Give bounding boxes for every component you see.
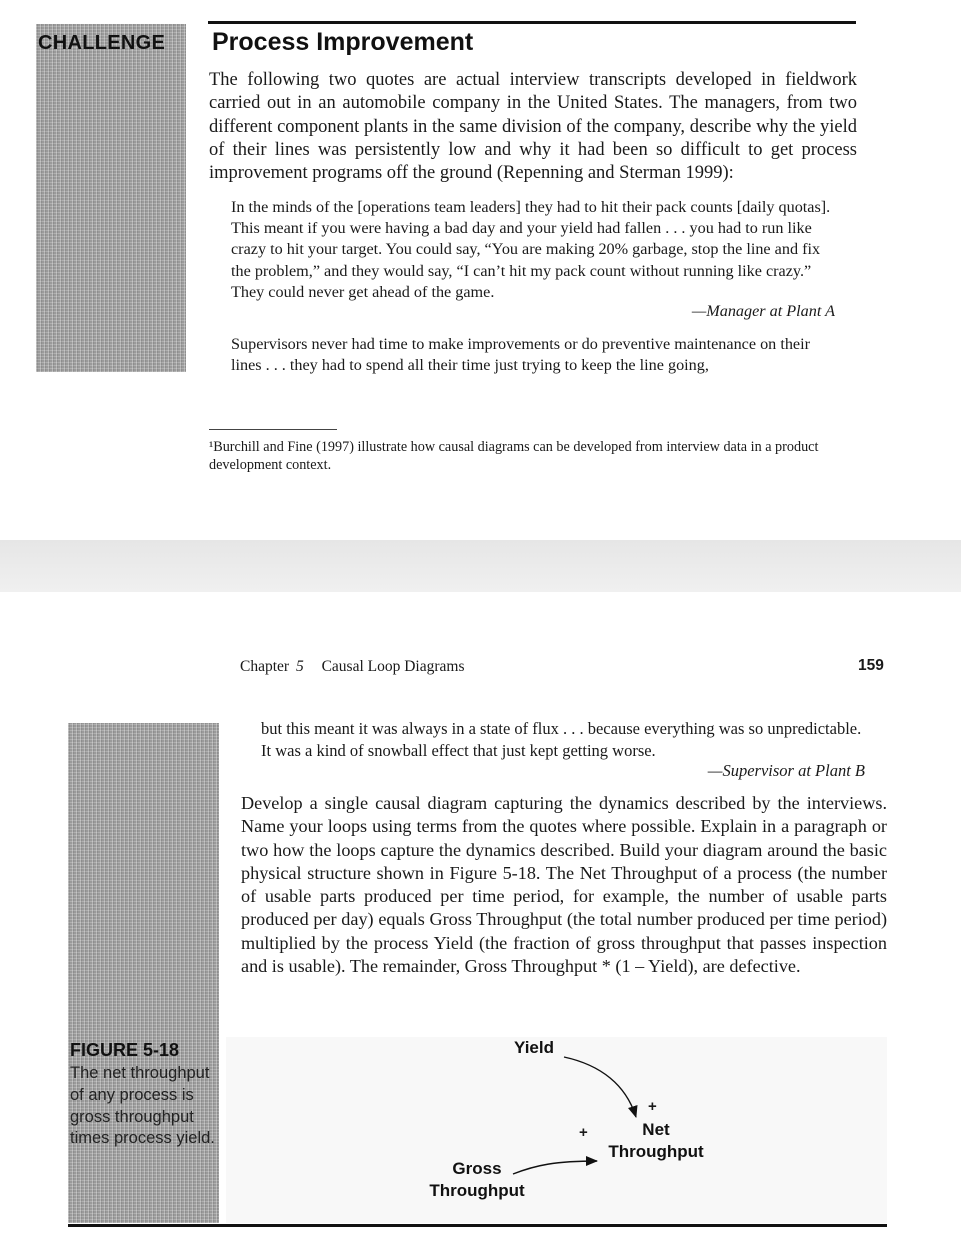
quote-plant-a: In the minds of the [operations team leaders] they had to hit their pack counts [daily quotas]. This meant if you were having a bad day and your yield had fallen . . . you had to run like crazy to hit your target. You could say, “You are making 20% garbage, stop the line and fix the problem,” and they would say, “I can’t hit my pack count without running like crazy.” They could never get ahead of the game.	[231, 198, 831, 301]
challenge-label: CHALLENGE	[38, 32, 166, 54]
chapter-label: Chapter	[240, 658, 290, 675]
figure-caption: The net throughput of any process is gross throughput times process yield.	[70, 1064, 215, 1148]
quote-plant-b-cont: but this meant it was always in a state of flux . . . because everything was so unpredictable. It was a kind of snowball effect that just kept getting worse.	[261, 719, 862, 760]
bottom-rule	[68, 1224, 887, 1227]
node-gross-line1: Gross	[452, 1159, 502, 1178]
page-gap	[0, 540, 961, 593]
sign-yield-link: +	[648, 1098, 657, 1115]
diagram-arrows	[226, 1037, 887, 1223]
node-gross-line2: Throughput	[429, 1181, 525, 1200]
page-number: 159	[858, 657, 884, 674]
sign-gross-link: +	[579, 1124, 588, 1141]
page-lower	[0, 592, 961, 1242]
footnote-rule	[209, 429, 337, 430]
link-yield-to-net	[564, 1057, 636, 1117]
footnote: ¹Burchill and Fine (1997) illustrate how causal diagrams can be developed from interview data in a product development context.	[209, 439, 819, 473]
intro-paragraph: The following two quotes are actual interview transcripts developed in fieldwork carried out in an automobile company in the United States. The managers, from two different component plants in the same division of the company, describe why the yield of their lines was persistently low and why it had been so difficult to get process improvement programs off the ground (Repenning and Sterman 1999):	[209, 70, 857, 184]
chapter-number: 5	[295, 658, 304, 675]
quote-plant-b-attribution: —Supervisor at Plant B	[707, 761, 865, 780]
section-title: Process Improvement	[212, 28, 474, 56]
causal-diagram	[226, 1037, 887, 1223]
page-upper	[0, 0, 961, 540]
node-net-line1: Net	[642, 1120, 670, 1139]
exercise-paragraph: Develop a single causal diagram capturing the dynamics described by the interviews. Name your loops using terms from the quotes where possible. Explain in a paragraph or two how the loops capture the dynamics described. Build your diagram around the basic physical structure shown in Figure 5-18. The Net Throughput of a process (the number of usable parts produced per time period, for example, the number of usable parts produced per day) equals Gross Throughput (the total number produced per time period) multiplied by the process Yield (the fraction of gross throughput that passes inspection and is usable). The remainder, Gross Throughput * (1 – Yield), are defective.	[241, 793, 887, 977]
node-net-throughput	[602, 1119, 710, 1163]
quote-plant-a-attribution: —Manager at Plant A	[691, 302, 835, 320]
node-net-line2: Throughput	[608, 1142, 704, 1161]
figure-label: FIGURE 5-18	[70, 1040, 180, 1060]
node-gross-throughput	[423, 1158, 531, 1202]
running-header	[240, 658, 465, 676]
top-rule	[208, 21, 856, 24]
node-yield: Yield	[514, 1038, 554, 1057]
chapter-title: Causal Loop Diagrams	[321, 658, 465, 675]
sidebar-stipple	[36, 24, 186, 372]
quote-plant-b-start: Supervisors never had time to make improvements or do preventive maintenance on their lines . . . they had to spend all their time just trying to keep the line going,	[231, 335, 810, 375]
